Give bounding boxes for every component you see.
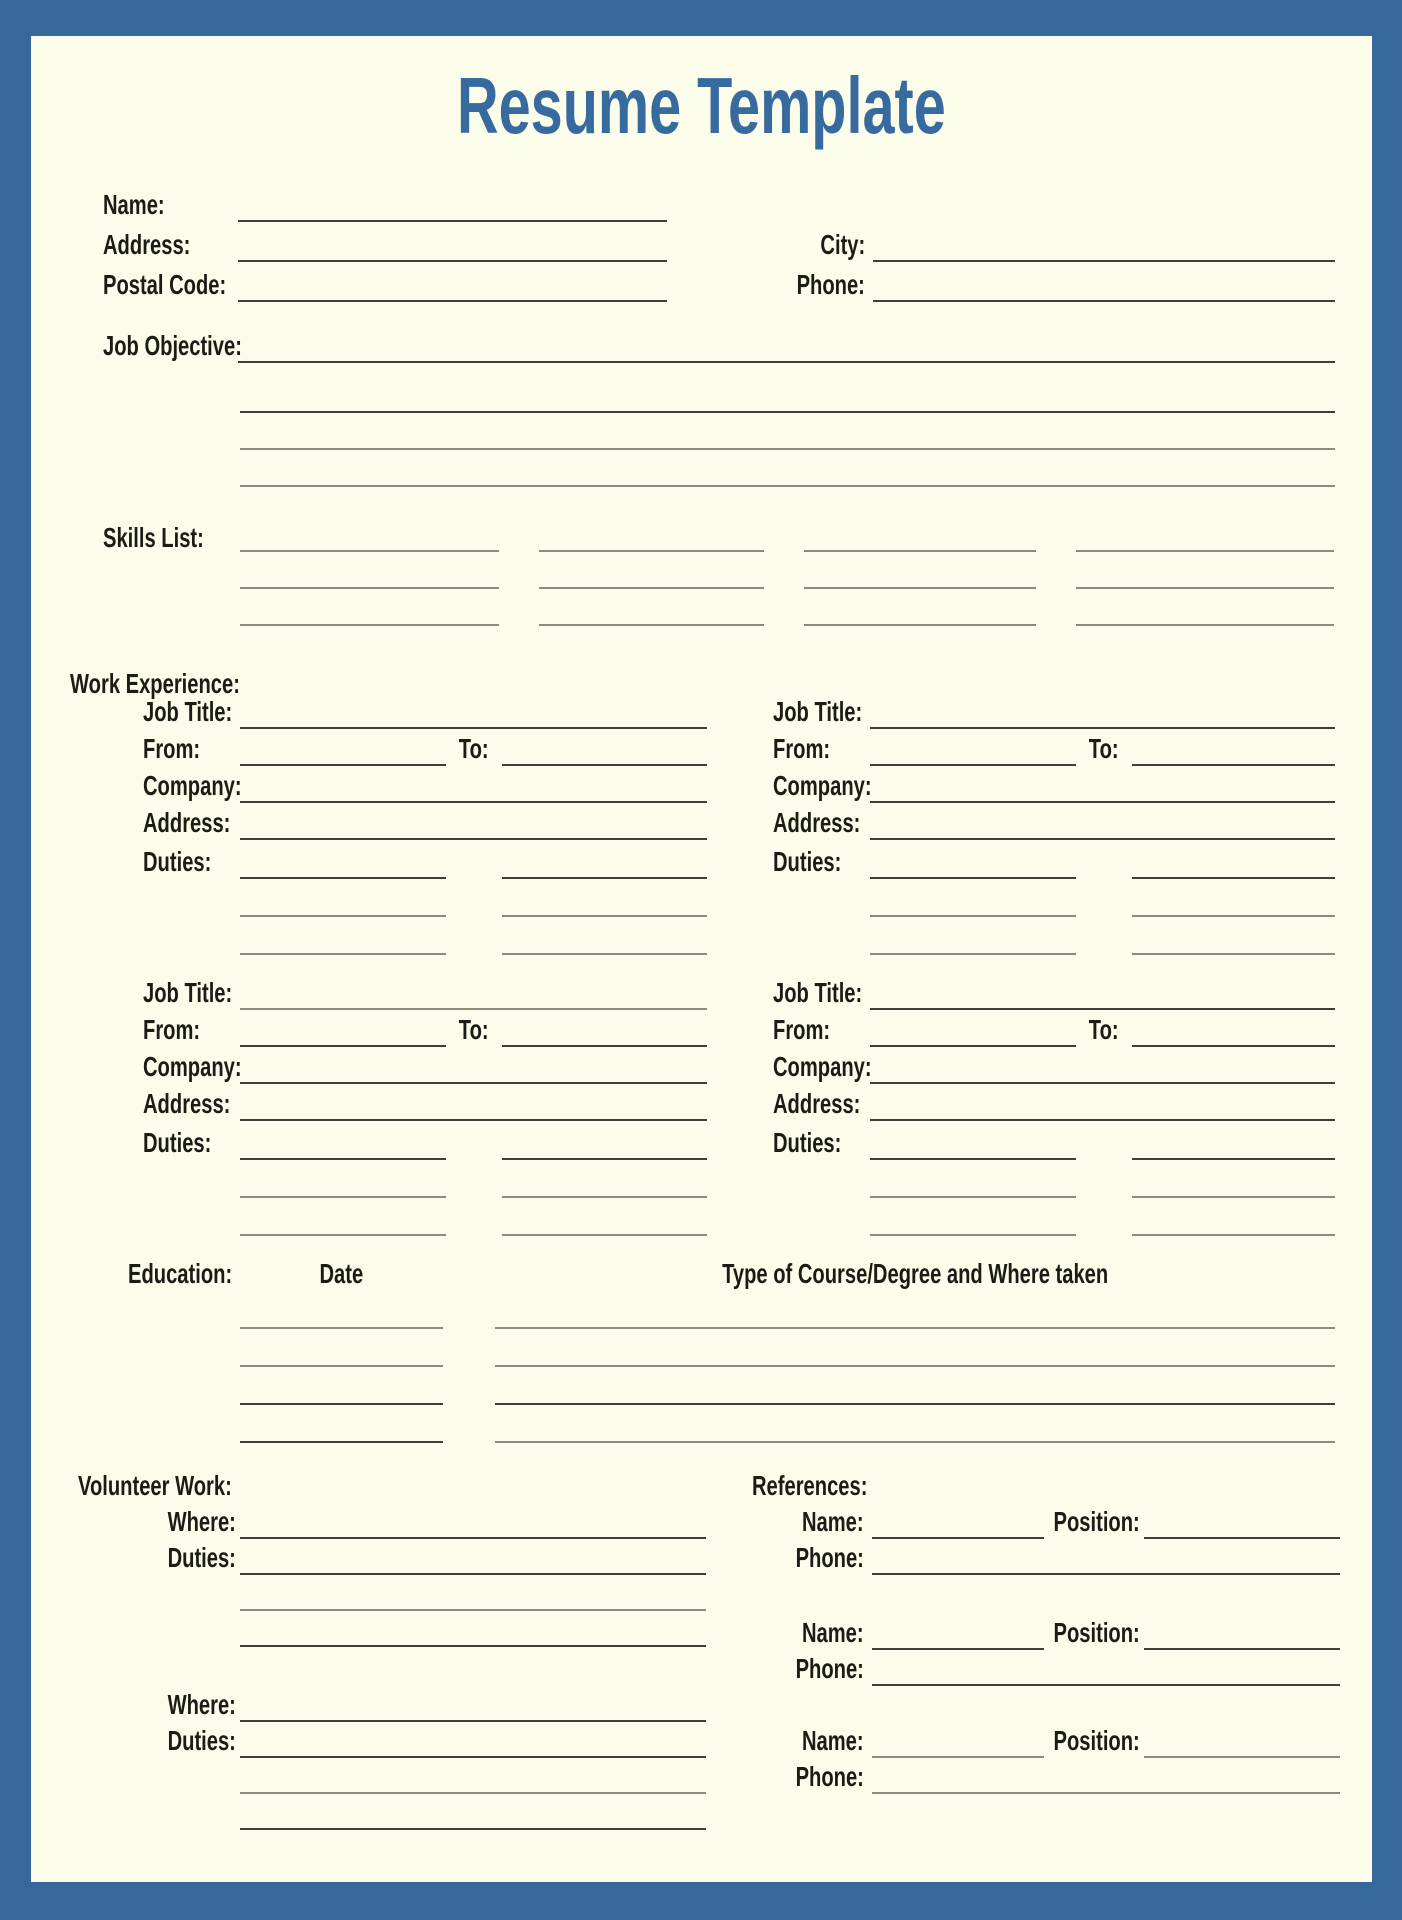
city-row (743, 222, 1335, 262)
postal-code-field-line[interactable] (238, 300, 667, 302)
from-to-row (143, 729, 707, 766)
reference-name-field-line[interactable] (872, 1648, 1044, 1650)
reference-position-label: Position: (1053, 1725, 1140, 1756)
skill-field-line[interactable] (539, 550, 764, 552)
reference-phone-label: Phone: (795, 1542, 864, 1573)
from-to-row (773, 1010, 1335, 1047)
address-label: Address: (143, 1088, 231, 1119)
address-label: Address: (773, 807, 861, 838)
phone-row (743, 262, 1335, 302)
education-course-field-line[interactable] (495, 1327, 1335, 1329)
volunteer-where-row (78, 1503, 706, 1539)
reference-position-field-line[interactable] (1144, 1537, 1340, 1539)
volunteer-duties-field-line[interactable] (240, 1573, 706, 1575)
duties-field-line[interactable] (870, 877, 1076, 879)
reference-phone-row (752, 1539, 1340, 1575)
volunteer-heading-row (78, 1467, 706, 1503)
company-field-line[interactable] (240, 801, 707, 803)
company-row (773, 766, 1335, 803)
duties-field-line[interactable] (870, 1196, 1076, 1198)
skill-field-line[interactable] (804, 587, 1036, 589)
volunteer-work-section (78, 1467, 706, 1830)
duties-field-line[interactable] (1132, 953, 1335, 955)
company-label: Company: (143, 770, 242, 801)
work-experience-heading: Work Experience: (70, 668, 240, 699)
from-label: From: (143, 733, 201, 764)
job-title-label: Job Title: (773, 977, 863, 1008)
duties-field-line[interactable] (1132, 1196, 1335, 1198)
volunteer-work-heading: Volunteer Work: (78, 1470, 232, 1501)
address-row (143, 803, 707, 840)
skills-section (103, 515, 1335, 626)
job-title-label: Job Title: (773, 696, 863, 727)
duties-field-line[interactable] (240, 953, 446, 955)
references-heading: References: (752, 1470, 868, 1501)
duties-field-line[interactable] (870, 915, 1076, 917)
job-block-4 (773, 973, 1335, 1236)
duties-row (773, 840, 1335, 879)
reference-phone-label: Phone: (795, 1761, 864, 1792)
education-date-field-line[interactable] (240, 1403, 443, 1405)
company-label: Company: (143, 1051, 242, 1082)
volunteer-duties-field-line[interactable] (240, 1645, 706, 1647)
reference-name-row (752, 1503, 1340, 1539)
education-course-field-line[interactable] (495, 1441, 1335, 1443)
education-course-field-line[interactable] (495, 1403, 1335, 1405)
duties-field-line[interactable] (240, 1234, 446, 1236)
duties-label: Duties: (773, 1127, 842, 1158)
job-block-2 (773, 692, 1335, 955)
duties-row (143, 1121, 707, 1160)
name-field-line[interactable] (238, 220, 667, 222)
from-field-line[interactable] (240, 764, 446, 766)
reference-position-field-line[interactable] (1144, 1648, 1340, 1650)
skill-field-line[interactable] (240, 550, 499, 552)
postal-code-label: Postal Code: (103, 269, 227, 300)
reference-position-label: Position: (1053, 1617, 1140, 1648)
duties-field-line[interactable] (870, 1234, 1076, 1236)
contact-section (103, 182, 1335, 302)
title-row (31, 61, 1372, 150)
to-label: To: (459, 1014, 489, 1045)
job-title-row (773, 973, 1335, 1010)
duties-field-line[interactable] (502, 1158, 707, 1160)
from-label: From: (143, 1014, 201, 1045)
reference-name-field-line[interactable] (872, 1756, 1044, 1758)
education-date-field-line[interactable] (240, 1365, 443, 1367)
reference-name-label: Name: (802, 1617, 864, 1648)
volunteer-duties-field-line[interactable] (240, 1792, 706, 1794)
skill-field-line[interactable] (539, 587, 764, 589)
skill-field-line[interactable] (1076, 550, 1334, 552)
to-field-line[interactable] (1132, 764, 1335, 766)
company-label: Company: (773, 1051, 872, 1082)
duties-label: Duties: (167, 1542, 236, 1573)
volunteer-where-field-line[interactable] (240, 1537, 706, 1539)
contact-left-column (103, 182, 667, 302)
skills-list-label: Skills List: (103, 522, 204, 553)
from-field-line[interactable] (870, 1045, 1076, 1047)
job-title-row (143, 692, 707, 729)
reference-phone-row (752, 1758, 1340, 1794)
contact-right-column (743, 182, 1335, 302)
job-objective-field-line[interactable] (240, 485, 1335, 487)
postal-code-row (103, 262, 667, 302)
to-field-line[interactable] (502, 764, 707, 766)
name-label: Name: (103, 189, 165, 220)
address-label: Address: (103, 229, 191, 260)
job-title-label: Job Title: (143, 696, 233, 727)
job-objective-field-line[interactable] (240, 411, 1335, 413)
duties-field-line[interactable] (502, 1234, 707, 1236)
to-field-line[interactable] (1132, 1045, 1335, 1047)
education-course-field-line[interactable] (495, 1365, 1335, 1367)
phone-field-line[interactable] (873, 300, 1335, 302)
duties-field-line[interactable] (1132, 915, 1335, 917)
duties-field-line[interactable] (1132, 1158, 1335, 1160)
reference-name-row (752, 1614, 1340, 1650)
job-address-field-line[interactable] (240, 838, 707, 840)
volunteer-duties-row (78, 1539, 706, 1575)
job-objective-section (103, 323, 1335, 487)
job-objective-row (103, 323, 1335, 363)
company-row (773, 1047, 1335, 1084)
duties-row (773, 1121, 1335, 1160)
job-objective-label: Job Objective: (103, 330, 242, 361)
skill-field-line[interactable] (240, 624, 499, 626)
company-field-line[interactable] (870, 801, 1335, 803)
job-block-3 (143, 973, 707, 1236)
job-title-row (773, 692, 1335, 729)
volunteer-duties-field-line[interactable] (240, 1609, 706, 1611)
duties-field-line[interactable] (502, 915, 707, 917)
page-title: Resume Template (457, 61, 946, 150)
skill-field-line[interactable] (1076, 624, 1334, 626)
duties-field-line[interactable] (870, 953, 1076, 955)
duties-label: Duties: (143, 1127, 212, 1158)
reference-phone-field-line[interactable] (872, 1684, 1340, 1686)
duties-field-line[interactable] (1132, 877, 1335, 879)
company-field-line[interactable] (240, 1082, 707, 1084)
education-date-field-line[interactable] (240, 1441, 443, 1443)
job-objective-field-line[interactable] (238, 361, 1335, 363)
to-field-line[interactable] (502, 1045, 707, 1047)
phone-label: Phone: (796, 269, 865, 300)
to-label: To: (1089, 733, 1119, 764)
company-label: Company: (773, 770, 872, 801)
reference-phone-row (752, 1650, 1340, 1686)
volunteer-where-row (78, 1686, 706, 1722)
skill-field-line[interactable] (1076, 587, 1334, 589)
duties-row (143, 840, 707, 879)
address-field-line[interactable] (238, 260, 667, 262)
duties-label: Duties: (773, 846, 842, 877)
reference-phone-field-line[interactable] (872, 1573, 1340, 1575)
education-course-header: Type of Course/Degree and Where taken (721, 1258, 1109, 1289)
company-row (143, 766, 707, 803)
references-section (752, 1467, 1340, 1794)
reference-name-field-line[interactable] (872, 1537, 1044, 1539)
duties-label: Duties: (143, 846, 212, 877)
job-title-field-line[interactable] (240, 727, 707, 729)
job-address-field-line[interactable] (240, 1119, 707, 1121)
skill-field-line[interactable] (240, 587, 499, 589)
to-label: To: (459, 733, 489, 764)
duties-label: Duties: (167, 1725, 236, 1756)
duties-field-line[interactable] (502, 877, 707, 879)
from-field-line[interactable] (240, 1045, 446, 1047)
from-to-row (773, 729, 1335, 766)
address-row (773, 1084, 1335, 1121)
skills-grid (240, 515, 1335, 626)
where-label: Where: (167, 1506, 236, 1537)
job-address-field-line[interactable] (870, 838, 1335, 840)
reference-position-field-line[interactable] (1144, 1756, 1340, 1758)
address-label: Address: (143, 807, 231, 838)
resume-page (31, 36, 1372, 1882)
volunteer-duties-field-line[interactable] (240, 1756, 706, 1758)
company-row (143, 1047, 707, 1084)
education-date-field-line[interactable] (240, 1327, 443, 1329)
job-objective-field-line[interactable] (240, 448, 1335, 450)
duties-field-line[interactable] (502, 953, 707, 955)
from-to-row (143, 1010, 707, 1047)
duties-field-line[interactable] (240, 877, 446, 879)
city-label: City: (820, 229, 865, 260)
where-label: Where: (167, 1689, 236, 1720)
volunteer-duties-field-line[interactable] (240, 1828, 706, 1830)
references-heading-row (752, 1467, 1340, 1503)
job-title-row (143, 973, 707, 1010)
address-row (143, 1084, 707, 1121)
education-date-header: Date (319, 1258, 364, 1289)
name-row (103, 182, 667, 222)
job-block-1 (143, 692, 707, 955)
duties-field-line[interactable] (1132, 1234, 1335, 1236)
from-field-line[interactable] (870, 764, 1076, 766)
company-field-line[interactable] (870, 1082, 1335, 1084)
address-row (773, 803, 1335, 840)
job-title-label: Job Title: (143, 977, 233, 1008)
skill-field-line[interactable] (804, 550, 1036, 552)
job-title-field-line[interactable] (870, 1008, 1335, 1010)
education-label: Education: (128, 1258, 233, 1289)
skill-field-line[interactable] (804, 624, 1036, 626)
reference-phone-label: Phone: (795, 1653, 864, 1684)
reference-phone-field-line[interactable] (872, 1792, 1340, 1794)
duties-field-line[interactable] (870, 1158, 1076, 1160)
job-address-field-line[interactable] (870, 1119, 1335, 1121)
volunteer-duties-row (78, 1722, 706, 1758)
reference-name-label: Name: (802, 1725, 864, 1756)
reference-name-label: Name: (802, 1506, 864, 1537)
skill-field-line[interactable] (539, 624, 764, 626)
duties-field-line[interactable] (502, 1196, 707, 1198)
duties-field-line[interactable] (240, 1196, 446, 1198)
from-label: From: (773, 1014, 831, 1045)
address-row (103, 222, 667, 262)
from-label: From: (773, 733, 831, 764)
job-title-field-line[interactable] (240, 1008, 707, 1010)
duties-field-line[interactable] (240, 915, 446, 917)
education-header-row (128, 1251, 1335, 1291)
education-section (128, 1251, 1335, 1443)
reference-name-row (752, 1722, 1340, 1758)
city-field-line[interactable] (873, 260, 1335, 262)
address-label: Address: (773, 1088, 861, 1119)
volunteer-where-field-line[interactable] (240, 1720, 706, 1722)
reference-position-label: Position: (1053, 1506, 1140, 1537)
job-title-field-line[interactable] (870, 727, 1335, 729)
duties-field-line[interactable] (240, 1158, 446, 1160)
to-label: To: (1089, 1014, 1119, 1045)
